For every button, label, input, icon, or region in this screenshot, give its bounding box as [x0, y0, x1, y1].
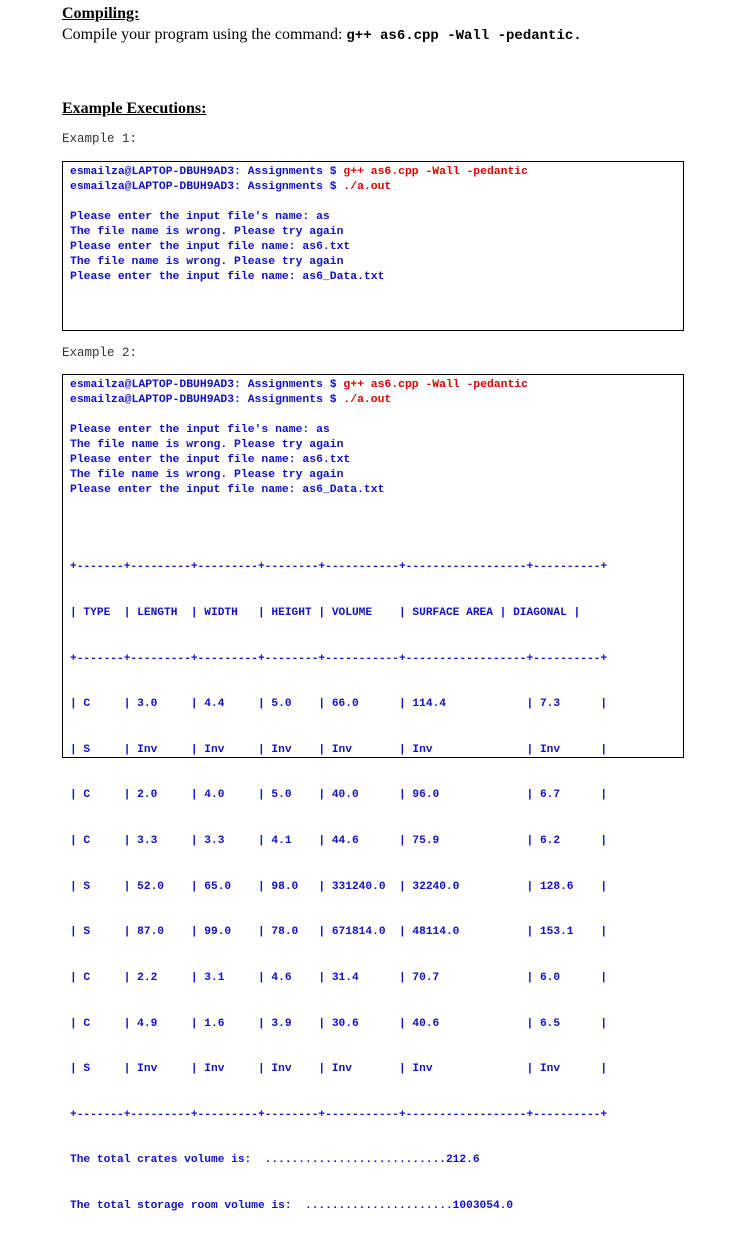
table-border: +-------+---------+---------+--------+-----------+------------------+----------+: [70, 652, 608, 665]
total-storage-volume: The total storage room volume is: ......................1003054.0: [70, 1199, 514, 1212]
output-line: The file name is wrong. Please try again: [70, 256, 344, 268]
table-border: +-------+---------+---------+--------+-----------+------------------+----------+: [70, 1108, 608, 1121]
output-line: Please enter the input file name: as6.txt: [70, 454, 351, 466]
shell-prompt: esmailza@LAPTOP-DBUH9AD3: Assignments $: [70, 379, 344, 391]
shell-prompt: esmailza@LAPTOP-DBUH9AD3: Assignments $: [70, 394, 344, 406]
total-crates-volume: The total crates volume is: ...........................212.6: [70, 1154, 480, 1167]
table-row: | C | 3.0 | 4.4 | 5.0 | 66.0 | 114.4 | 7.3 |: [70, 698, 608, 711]
output-line: The file name is wrong. Please try again: [70, 226, 344, 238]
example-1-label: Example 1:: [62, 132, 138, 146]
table-header: | TYPE | LENGTH | WIDTH | HEIGHT | VOLUME | SURFACE AREA | DIAGONAL |: [70, 607, 581, 620]
output-line: Please enter the input file name: as6.txt: [70, 241, 351, 253]
table-row: | C | 4.9 | 1.6 | 3.9 | 30.6 | 40.6 | 6.5 |: [70, 1017, 608, 1030]
terminal-line: [70, 165, 528, 180]
compile-text: Compile your program using the command:: [62, 26, 343, 43]
output-line: The file name is wrong. Please try again: [70, 439, 344, 451]
table-row: | C | 3.3 | 3.3 | 4.1 | 44.6 | 75.9 | 6.2 |: [70, 835, 608, 848]
shell-command: ./a.out: [343, 394, 392, 406]
output-line: Please enter the input file name: as6_Data.txt: [70, 271, 385, 283]
example-2-label: Example 2:: [62, 346, 138, 360]
table-row: | S | 87.0 | 99.0 | 78.0 | 671814.0 | 48114.0 | 153.1 |: [70, 926, 608, 939]
table-row: | C | 2.2 | 3.1 | 4.6 | 31.4 | 70.7 | 6.0 |: [70, 971, 608, 984]
shell-command: g++ as6.cpp -Wall -pedantic: [343, 166, 528, 178]
terminal-line: [70, 393, 391, 408]
example-1-terminal: [62, 161, 684, 331]
compile-command: g++ as6.cpp -Wall -pedantic.: [346, 28, 582, 44]
shell-prompt: esmailza@LAPTOP-DBUH9AD3: Assignments $: [70, 181, 344, 193]
terminal-line: [70, 180, 391, 195]
table-row: | S | Inv | Inv | Inv | Inv | Inv | Inv |: [70, 1063, 608, 1076]
table-row: | S | Inv | Inv | Inv | Inv | Inv | Inv |: [70, 743, 608, 756]
table-row: | C | 2.0 | 4.0 | 5.0 | 40.0 | 96.0 | 6.7 |: [70, 789, 608, 802]
output-line: Please enter the input file's name: as: [70, 424, 330, 436]
compiling-heading: Compiling:: [62, 5, 140, 22]
example-2-terminal: [62, 374, 684, 1212]
output-line: Please enter the input file's name: as: [70, 211, 330, 223]
table-border: +-------+---------+---------+--------+-----------+------------------+----------+: [70, 561, 608, 574]
output-line: Please enter the input file name: as6_Data.txt: [70, 484, 385, 496]
output-line: The file name is wrong. Please try again: [70, 469, 344, 481]
shell-command: g++ as6.cpp -Wall -pedantic: [343, 379, 528, 391]
shell-command: ./a.out: [343, 181, 392, 193]
table-row: | S | 52.0 | 65.0 | 98.0 | 331240.0 | 32240.0 | 128.6 |: [70, 880, 608, 893]
shell-prompt: esmailza@LAPTOP-DBUH9AD3: Assignments $: [70, 166, 344, 178]
terminal-line: [70, 378, 528, 393]
examples-heading: Example Executions:: [62, 100, 207, 117]
compile-instruction: [62, 26, 582, 44]
results-table: [70, 530, 607, 1245]
